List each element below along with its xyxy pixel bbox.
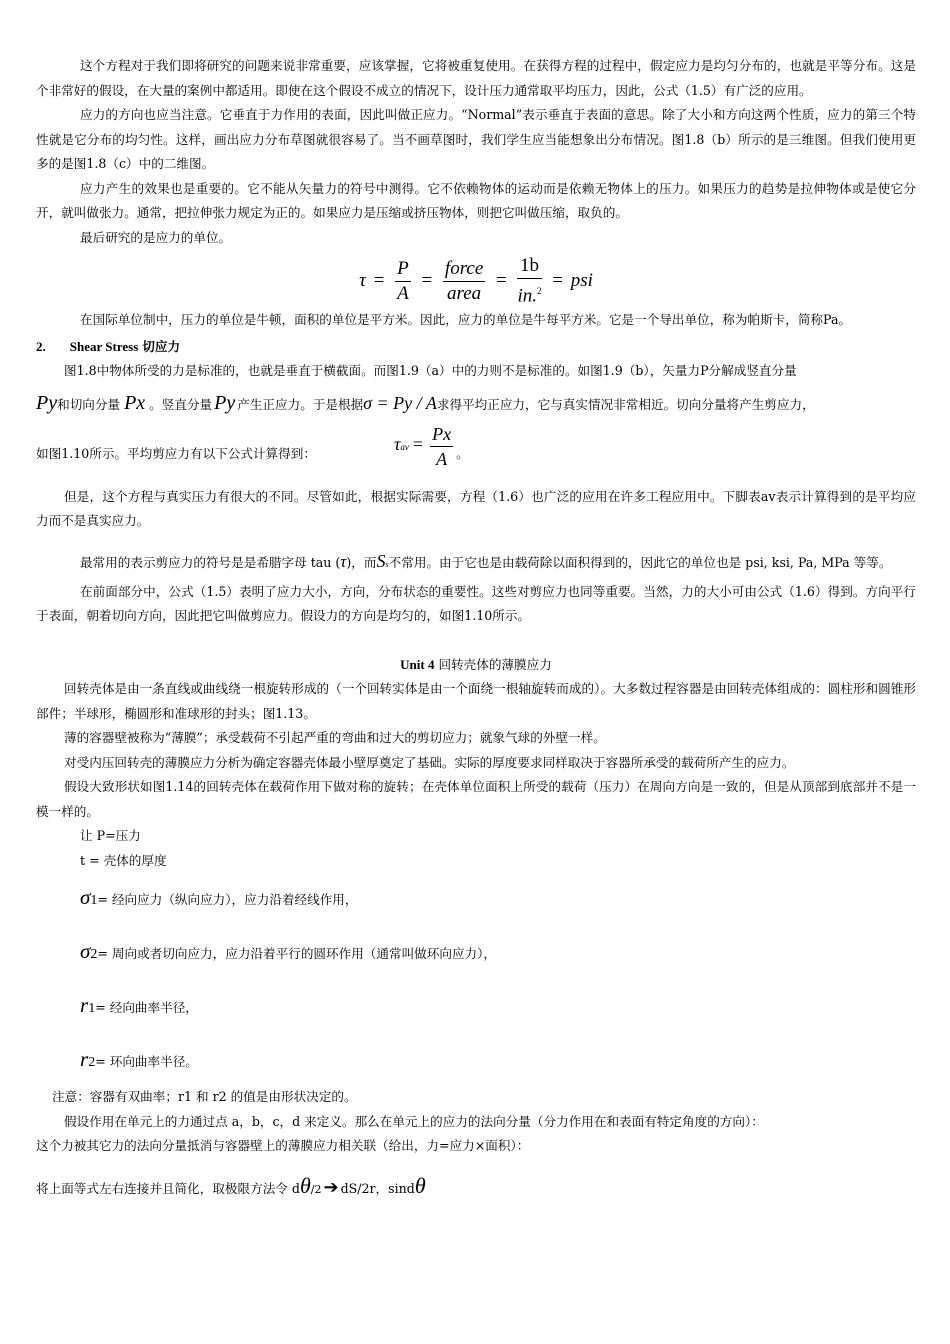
paragraph-shell-definition: 回转壳体是由一条直线或曲线绕一根旋转形成的（一个回转实体是由一个面绕一根轴旋转而成的）。大多数过程容器是由回转壳体组成的：圆柱形和圆锥形部件；半球形，椭圆形和准球形的封头；图1.13。: [36, 681, 916, 721]
arrow-icon: ➔: [323, 1176, 339, 1198]
definition-sigma2: σ2= 周向或者切向应力，应力沿着平行的圆环作用（通常叫做环向应力），: [80, 939, 497, 963]
paragraph-membrane-analysis: 对受内压回转壳的薄膜应力分析为确定容器壳体最小壁厚奠定了基础。实际的厚度要求同样取决于容器所承受的载荷所产生的应力。: [64, 754, 795, 770]
paragraph-force-components: 图1.8中物体所受的力是标准的，也就是垂直于横截面。而图1.9（a）中的力则不是标准的。如图1.9（b），矢量力P分解成竖直分量: [64, 363, 797, 378]
paragraph-limit-simplify: 将上面等式左右连接并且简化，取极限方法令 dθ/2 ➔ dS/2r，sindθ: [36, 1172, 426, 1198]
paragraph-components-line: Py和切向分量 Px 。竖直分量 Py 产生正应力。于是根据σ = Py / A求得平均正应力，它与真实情况非常相近。切向分量将产生剪应力，: [36, 391, 815, 414]
paragraph-si-units: 在国际单位制中，压力的单位是牛顿，面积的单位是平方米。因此，应力的单位是牛每平方米。它是一个导出单位，称为帕斯卡，简称Pa。: [80, 312, 852, 327]
paragraph-thin-membrane: 薄的容器壁被称为“薄膜”；承受载荷不引起严重的弯曲和过大的剪切应力；就象气球的外壁一样。: [64, 730, 606, 745]
paragraph-equation-importance: 这个方程对于我们即将研究的问题来说非常重要，应该掌握，它将被重复使用。在获得方程的过程中，假定应力是均匀分布的，也就是平等分布。这是个非常好的假设，在大量的案例中都适用。即使在这个假设不成立的情况下，设计压力通常取平均压力，因此，公式（1.5）有广泛的应用。: [36, 58, 916, 98]
definition-r2: r2= 环向曲率半径。: [80, 1047, 198, 1071]
paragraph-force-balance: 这个力被其它力的法向分量抵消与容器壁上的薄膜应力相关联（给出，力=应力×面积）：: [36, 1138, 530, 1153]
paragraph-note: 注意：容器有双曲率；r1 和 r2 的值是由形状决定的。: [52, 1089, 357, 1104]
paragraph-shell-assumption: 假设大致形状如图1.14的回转壳体在载荷作用下做对称的旋转；在壳体单位面积上所受的载荷（压力）在周向方向是一致的，但是从顶部到底部并不是一模一样的。: [36, 779, 916, 819]
section-heading-shear-stress: 2. Shear Stress 切应力: [36, 338, 181, 354]
paragraph-shear-symbol: 最常用的表示剪应力的符号是是希腊字母 tau (τ)，而Ss不常用。由于它也是由载荷除以面积得到的，因此它的单位也是 psi, ksi, Pa, MPa 等等。: [80, 550, 892, 571]
paragraph-stress-direction: 应力的方向也应当注意。它垂直于力作用的表面，因此叫做正应力。“Normal”表示垂直于表面的意思。除了大小和方向这两个性质，应力的第三个特性就是它分布的均匀性。这样，画出应力分布草图就很容易了。当不画草图时，我们学生应当能想象出分布情况。图1.8（b）所示的是三维图。但我们使用更多的是图1.8（c）中的二维图。: [36, 107, 916, 171]
paragraph-stress-effect: 应力产生的效果也是重要的。它不能从矢量力的符号中测得。它不依赖物体的运动而是依赖无物体上的压力。如果压力的趋势是拉伸物体或是使它分开，就叫做张力。通常，把拉伸张力规定为正的。如果应力是压缩或挤压物体，则把它叫做压缩，取负的。: [36, 180, 916, 220]
equation-stress-units: τ = $\frac{P}{A}$ = $\frac{\text{force}}{\text{area}}$ = $\frac{1b}{in.^2}$ = psi: [359, 255, 593, 307]
paragraph-element-forces: 假设作用在单元上的力通过点 a，b，c，d 来定义。那么在单元上的应力的法向分量（分力作用在和表面有特定角度的方向）：: [64, 1113, 764, 1129]
definition-sigma1: σ1= 经向应力（纵向应力），应力沿着经线作用，: [80, 885, 358, 909]
definition-pressure: 让 P=压力: [80, 828, 141, 843]
paragraph-average-shear: 如图1.10所示。平均剪应力有以下公式计算得到： $\tau^{av}$ = $\frac{Px}{A}$ 。: [36, 423, 469, 469]
document-page: [36, 54, 916, 1205]
paragraph-equation-difference: 但是，这个方程与真实压力有很大的不同。尽管如此，根据实际需要，方程（1.6）也广泛的应用在许多工程应用中。下脚表av表示计算得到的是平均应力而不是真实应力。: [36, 488, 916, 528]
definition-r1: r1= 经向曲率半径，: [80, 993, 198, 1017]
section-heading-unit4: Unit 4 回转壳体的薄膜应力: [400, 656, 552, 672]
definition-thickness: t = 壳体的厚度: [80, 852, 167, 868]
paragraph-stress-units: 最后研究的是应力的单位。: [80, 229, 232, 245]
paragraph-shear-importance: 在前面部分中，公式（1.5）表明了应力大小，方向，分布状态的重要性。这些对剪应力也同等重要。当然，力的大小可由公式（1.6）得到。方向平行于表面，朝着切向方向，因此把它叫做剪应力。假设力的方向是均匀的，如图1.10所示。: [36, 583, 916, 623]
